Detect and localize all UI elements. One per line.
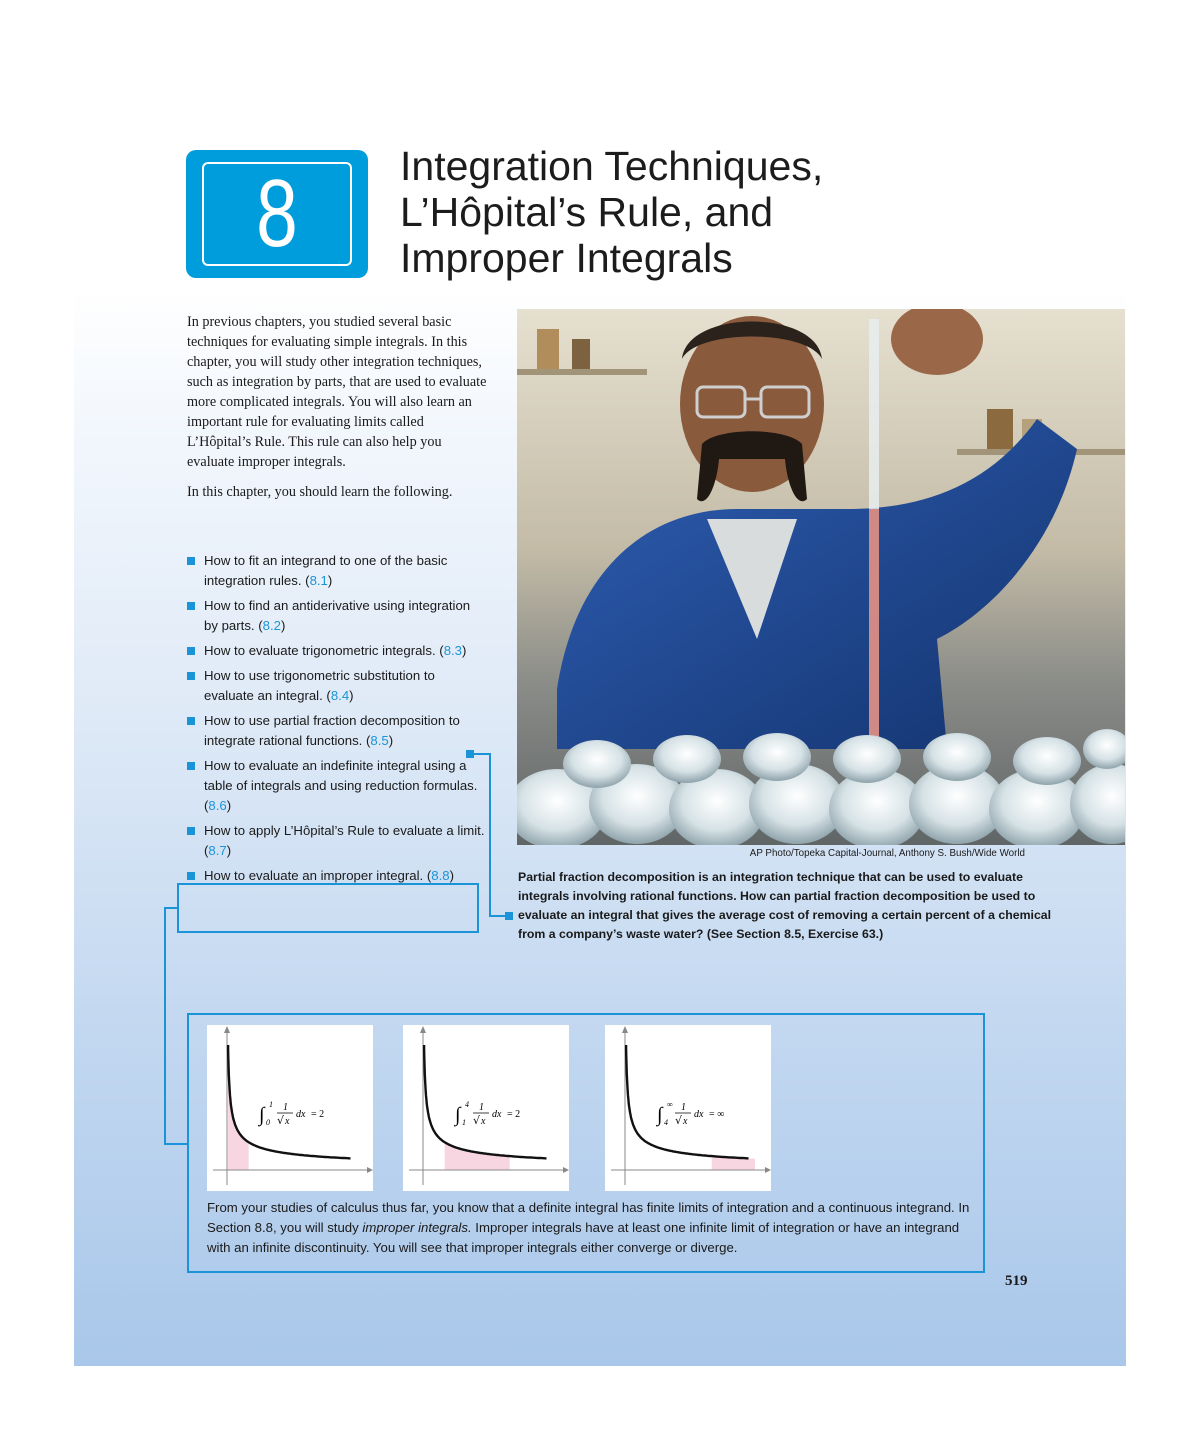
photo-caption: Partial fraction decomposition is an integration technique that can be used to evaluate integrals involving rational functions. How can partial fraction decomposition be used to evaluate an integral that gives the average cost of removing a certain percent of a chemical from a company’s waste water? (See Section 8.5, Exercise 63.) bbox=[518, 870, 1052, 941]
intro-paragraph: In this chapter, you should learn the following. bbox=[187, 484, 453, 500]
section-link[interactable]: 8.3 bbox=[443, 643, 463, 658]
differential: dx bbox=[296, 1109, 306, 1120]
numerator: 1 bbox=[681, 1102, 686, 1113]
objective-item: How to evaluate an improper integral. (8.8) bbox=[187, 866, 487, 886]
curve bbox=[228, 1045, 350, 1158]
x-axis-arrow-icon bbox=[563, 1167, 569, 1173]
intro-paragraph: In previous chapters, you studied several basic techniques for evaluating simple integrals. In this chapter, you will study other integration techniques, such as integration by parts, that are used to evaluate more complicated integrals. You will also learn an important rule for evaluating limits called L’Hôpital’s Rule. This rule can also help you evaluate improper integrals. bbox=[187, 314, 487, 470]
chapter-title-line: L’Hôpital’s Rule, and bbox=[400, 189, 774, 235]
objective-item: How to use partial fraction decomposition to integrate rational functions. (8.5) bbox=[187, 711, 487, 751]
curve bbox=[626, 1045, 748, 1158]
differential: dx bbox=[492, 1109, 502, 1120]
section-link[interactable]: 8.5 bbox=[370, 733, 389, 748]
numerator: 1 bbox=[283, 1102, 288, 1113]
section-link[interactable]: 8.6 bbox=[208, 798, 227, 813]
objective-item: How to find an antiderivative using integration by parts. (8.2) bbox=[187, 596, 487, 636]
y-axis-arrow-icon bbox=[224, 1026, 230, 1033]
radical-sign: √ bbox=[473, 1114, 481, 1127]
objective-item: How to evaluate an indefinite integral using a table of integrals and using reduction formulas. (8.6) bbox=[187, 756, 487, 816]
radical-sign: √ bbox=[675, 1114, 683, 1127]
radicand: x bbox=[285, 1116, 290, 1127]
lower-limit: 4 bbox=[664, 1118, 668, 1127]
photo-credit: AP Photo/Topeka Capital-Journal, Anthony S. Bush/Wide World bbox=[749, 848, 1025, 859]
section-link[interactable]: 8.8 bbox=[431, 868, 450, 883]
section-link[interactable]: 8.4 bbox=[330, 688, 350, 703]
y-axis-arrow-icon bbox=[622, 1026, 628, 1033]
objective-item: How to evaluate trigonometric integrals. (8.3) bbox=[187, 641, 487, 661]
upper-limit: 4 bbox=[465, 1100, 469, 1109]
objective-item: How to apply L’Hôpital’s Rule to evaluate a limit. (8.7) bbox=[187, 821, 487, 861]
result: = 2 bbox=[507, 1109, 521, 1120]
page-number: 519 bbox=[1005, 1273, 1028, 1289]
integral-graph bbox=[207, 1025, 373, 1191]
curve bbox=[424, 1045, 546, 1158]
lower-limit: 1 bbox=[462, 1118, 466, 1127]
objective-item: How to use trigonometric substitution to evaluate an integral. (8.4) bbox=[187, 666, 487, 706]
numerator: 1 bbox=[479, 1102, 484, 1113]
section-link[interactable]: 8.2 bbox=[262, 618, 281, 633]
y-axis-arrow-icon bbox=[420, 1026, 426, 1033]
radicand: x bbox=[481, 1116, 486, 1127]
integral-graph bbox=[403, 1025, 569, 1191]
improper-integrals-description: From your studies of calculus thus far, you know that a definite integral has finite limits of integration and a continuous integrand. In Section 8.8, you will study improper integrals. Improper integrals have at least one infinite limit of integration or have an integrand with an infinite discontinuity. You will see that improper integrals either converge or diverge. bbox=[207, 1200, 970, 1255]
section-link[interactable]: 8.1 bbox=[309, 573, 328, 588]
x-axis-arrow-icon bbox=[765, 1167, 771, 1173]
x-axis-arrow-icon bbox=[367, 1167, 373, 1173]
chemist-photo bbox=[517, 309, 1125, 845]
integral-sign: ∫ bbox=[657, 1104, 663, 1126]
chapter-number: 8 bbox=[256, 160, 298, 267]
differential: dx bbox=[694, 1109, 704, 1120]
lower-limit: 0 bbox=[266, 1118, 270, 1127]
section-link[interactable]: 8.7 bbox=[208, 843, 227, 858]
upper-limit: ∞ bbox=[667, 1100, 673, 1109]
radical-sign: √ bbox=[277, 1114, 285, 1127]
integral-graph bbox=[605, 1025, 771, 1191]
radicand: x bbox=[683, 1116, 688, 1127]
chapter-title-line: Integration Techniques, bbox=[400, 143, 824, 189]
integral-sign: ∫ bbox=[455, 1104, 461, 1126]
result: = ∞ bbox=[709, 1109, 725, 1120]
upper-limit: 1 bbox=[269, 1100, 273, 1109]
result: = 2 bbox=[311, 1109, 325, 1120]
chapter-title-line: Improper Integrals bbox=[400, 235, 733, 281]
integral-sign: ∫ bbox=[259, 1104, 265, 1126]
objective-item: How to fit an integrand to one of the basic integration rules. (8.1) bbox=[187, 551, 487, 591]
